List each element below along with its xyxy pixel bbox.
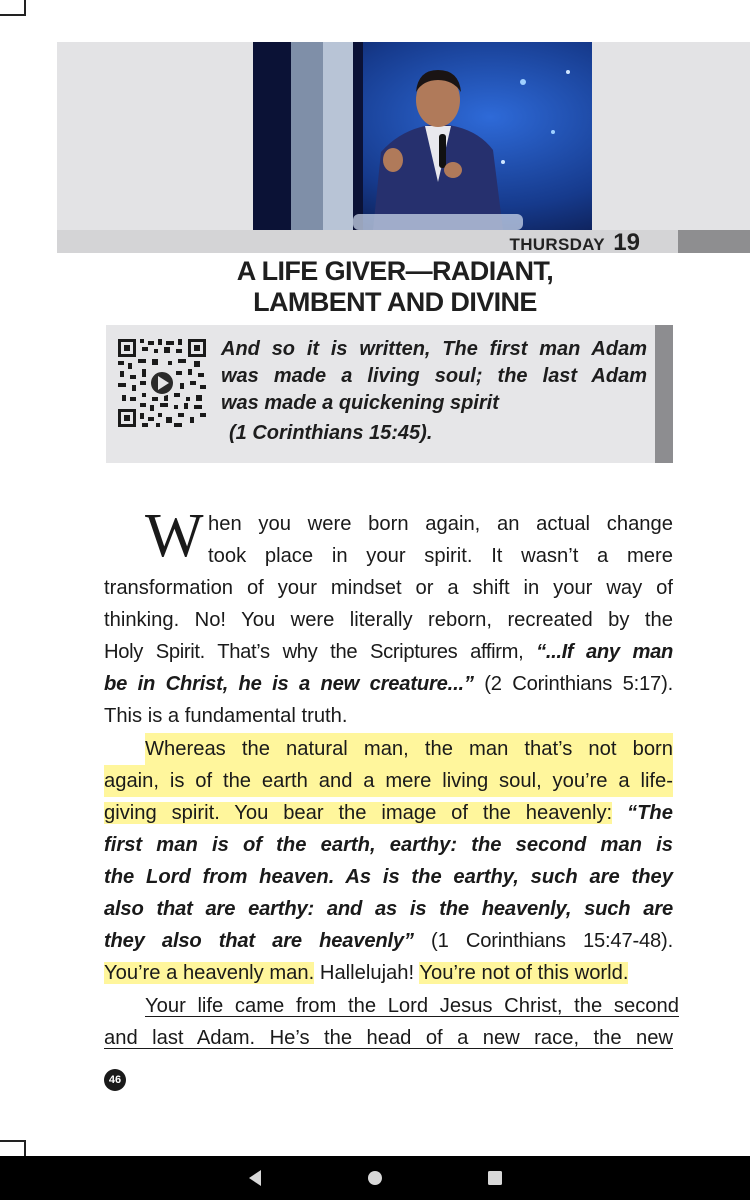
p1-line-6-quote: be in Christ, he is a new creature...” [104, 673, 474, 695]
day-label [360, 229, 640, 257]
home-icon[interactable] [355, 1156, 395, 1200]
page-number: 46 [104, 1069, 126, 1091]
p1-line-2: took place in your spirit. It wasn’t a mere [208, 545, 673, 567]
p2-line-5: the Lord from heaven. As is the earthy, such are they [104, 866, 673, 888]
p2-line-6: also that are earthy: and as is the heavenly, such are [104, 898, 673, 920]
p1-line-6-ref: (2 Corinthians 5:17). [473, 673, 673, 695]
p2-line-2 [104, 765, 673, 797]
p2-line-7 [104, 925, 673, 957]
p1-line-5-quote: “...If any man [536, 641, 673, 663]
p2-line-7-quote: they also that are heavenly” [104, 930, 414, 952]
preacher-photo [253, 42, 592, 230]
p2-line-8-highlight-a: You’re a heavenly man. [104, 962, 315, 984]
p2-line-2-text: again, is of the earth and a mere living soul, you’re a life- [104, 765, 673, 797]
p1-line-5 [104, 636, 673, 668]
p1-line-7: This is a fundamental truth. [104, 705, 348, 727]
p3-line-2 [104, 1022, 673, 1054]
scripture-line-1: And so it is written, The first man Adam [221, 338, 647, 360]
p3-line-1-text: Your life came from the Lord Jesus Christ, the second [145, 995, 679, 1017]
crop-mark-top [0, 0, 26, 16]
p3-line-1 [145, 990, 679, 1022]
scripture-reference: (1 Corinthians 15:45). [229, 422, 433, 444]
p2-line-1 [145, 733, 673, 765]
p3-line-2-text: and last Adam. He’s the head of a new race, the new [104, 1027, 673, 1049]
scripture-quote [221, 336, 647, 417]
p2-line-3 [104, 797, 673, 829]
day-number: 19 [613, 229, 640, 256]
scripture-line-3: was made a quickening spirit [221, 392, 499, 414]
p1-line-3: transformation of your mindset or a shift in your way of [104, 577, 673, 599]
p2-line-3-text: giving spirit. You bear the image of the heavenly: [104, 802, 613, 824]
p1-line-4: thinking. No! You were literally reborn, recreated by the [104, 609, 673, 631]
p2-line-1-text: Whereas the natural man, the man that’s not born [145, 733, 673, 765]
p2-line-8 [104, 957, 673, 989]
p2-line-3-quote: “The [612, 802, 673, 824]
title-line-2: LAMBENT AND DIVINE [253, 287, 537, 317]
title-line-1: A LIFE GIVER—RADIANT, [236, 256, 554, 286]
p2-line-8-text: Hallelujah! [314, 962, 420, 984]
page-title [105, 256, 685, 318]
recent-apps-icon[interactable] [475, 1156, 515, 1200]
p1-line-5-text: Holy Spirit. That’s why the Scriptures affirm, [104, 641, 537, 663]
scripture-box-accent [655, 325, 673, 463]
p2-line-7-ref: (1 Corinthians 15:47-48). [413, 930, 673, 952]
day-name: THURSDAY [509, 235, 605, 254]
p2-line-8-highlight-b: You’re not of this world. [419, 962, 629, 984]
scripture-line-2: was made a living soul; the last Adam [221, 365, 647, 387]
android-nav-bar [0, 1156, 750, 1200]
day-bar-accent [678, 230, 750, 253]
crop-mark-bottom [0, 1140, 26, 1156]
drop-cap: W [145, 502, 204, 570]
p2-line-4: first man is of the earth, earthy: the second man is [104, 834, 673, 856]
p1-line-1: hen you were born again, an actual change [208, 513, 673, 535]
back-icon[interactable] [235, 1156, 275, 1200]
p1-line-6 [104, 668, 673, 700]
qr-code-icon[interactable] [116, 337, 208, 429]
